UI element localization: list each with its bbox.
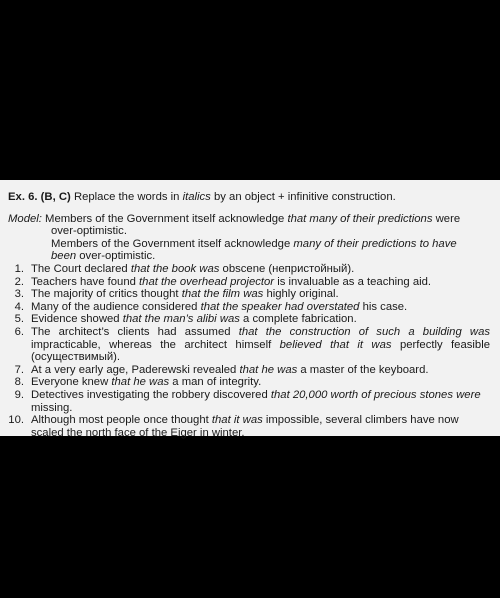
item-italic: that the overhead projector (139, 275, 275, 288)
list-item (8, 288, 490, 301)
model-example (8, 213, 490, 263)
item-italic: that the man’s alibi was (122, 313, 240, 326)
exercise-levels: (B, C) (40, 191, 71, 203)
item-number: 5. (14, 313, 24, 326)
item-italic: that 20,000 worth of precious stones were (270, 388, 481, 401)
item-text: Although most people once thought (31, 414, 212, 427)
item-italic: that the book was (130, 262, 220, 275)
item-text: Evidence showed (31, 313, 123, 326)
exercise-title (8, 191, 490, 204)
item-text: Everyone knew (31, 376, 112, 389)
model-sentence-1-part: Members of the Government itself acknowledge (41, 212, 288, 225)
item-number: 6. (14, 325, 24, 338)
model-sentence-2-italic-end: been (51, 250, 77, 263)
item-number: 1. (14, 262, 24, 275)
item-text: a master of the keyboard. (297, 363, 429, 376)
item-number: 2. (14, 275, 24, 288)
item-number: 9. (14, 388, 24, 401)
instruction-text-end: by an object + infinitive construction. (210, 191, 396, 203)
item-text: Teachers have found (31, 275, 140, 288)
item-italic: that the film was (181, 288, 264, 301)
item-text: impossible, several climbers have now scaled the north face of the Eiger in winter. (31, 414, 459, 439)
item-text: impracticable, whereas the architect himself (31, 338, 280, 351)
item-text: Detectives investigating the robbery discovered (31, 388, 271, 401)
item-italic: that it was (211, 414, 263, 427)
item-text: highly original. (263, 288, 339, 301)
item-text: The Court declared (31, 262, 131, 275)
exercise-list (8, 263, 490, 439)
model-sentence-2-part: Members of the Government itself acknowledge (51, 237, 294, 250)
list-item (8, 414, 490, 439)
model-label: Model: (8, 212, 42, 225)
item-number: 7. (14, 363, 24, 376)
list-item (8, 276, 490, 289)
item-italic: believed that it was (279, 338, 392, 351)
model-sentence-2 (8, 238, 490, 251)
item-italic: that he was (111, 376, 170, 389)
model-sentence-2-italic: many of their predictions to have (293, 237, 457, 250)
item-number: 8. (14, 376, 24, 389)
exercise-sheet (0, 180, 500, 439)
instruction-italic: italics (182, 191, 211, 203)
list-item (8, 326, 490, 364)
model-sentence-2-part: over-optimistic. (76, 250, 156, 263)
item-italic: that he was (239, 363, 298, 376)
item-text: Many of the audience considered (31, 300, 201, 313)
item-text: a complete fabrication. (239, 313, 357, 326)
item-number: 4. (14, 300, 24, 313)
model-sentence-1-cont: over-optimistic. (51, 225, 127, 238)
item-text: The architect’s clients had assumed (31, 325, 239, 338)
item-italic: that the construction of such a building was (238, 325, 491, 338)
list-item (8, 364, 490, 377)
list-item (8, 263, 490, 276)
item-number: 3. (14, 288, 24, 301)
model-sentence-1-italic: that many of their predictions (287, 212, 433, 225)
list-item (8, 376, 490, 389)
instruction-text: Replace the words in (73, 191, 183, 203)
model-sentence-1-part: were (432, 212, 461, 225)
list-item (8, 313, 490, 326)
list-item (8, 301, 490, 314)
item-text: is invaluable as a teaching aid. (274, 275, 432, 288)
item-text: missing. (31, 401, 73, 414)
item-text: a man of integrity. (169, 376, 262, 389)
item-text: obscene (непристойный). (219, 262, 355, 275)
list-item (8, 389, 490, 414)
item-number: 10. (8, 414, 24, 427)
item-text: perfectly feasible (осуществимый). (31, 338, 490, 364)
item-text: At a very early age, Paderewski revealed (31, 363, 240, 376)
exercise-label: Ex. 6. (8, 191, 38, 203)
model-sentence-2-cont (8, 250, 490, 263)
item-italic: that the speaker had overstated (200, 300, 360, 313)
item-text: The majority of critics thought (31, 288, 182, 301)
item-text: his case. (359, 300, 408, 313)
